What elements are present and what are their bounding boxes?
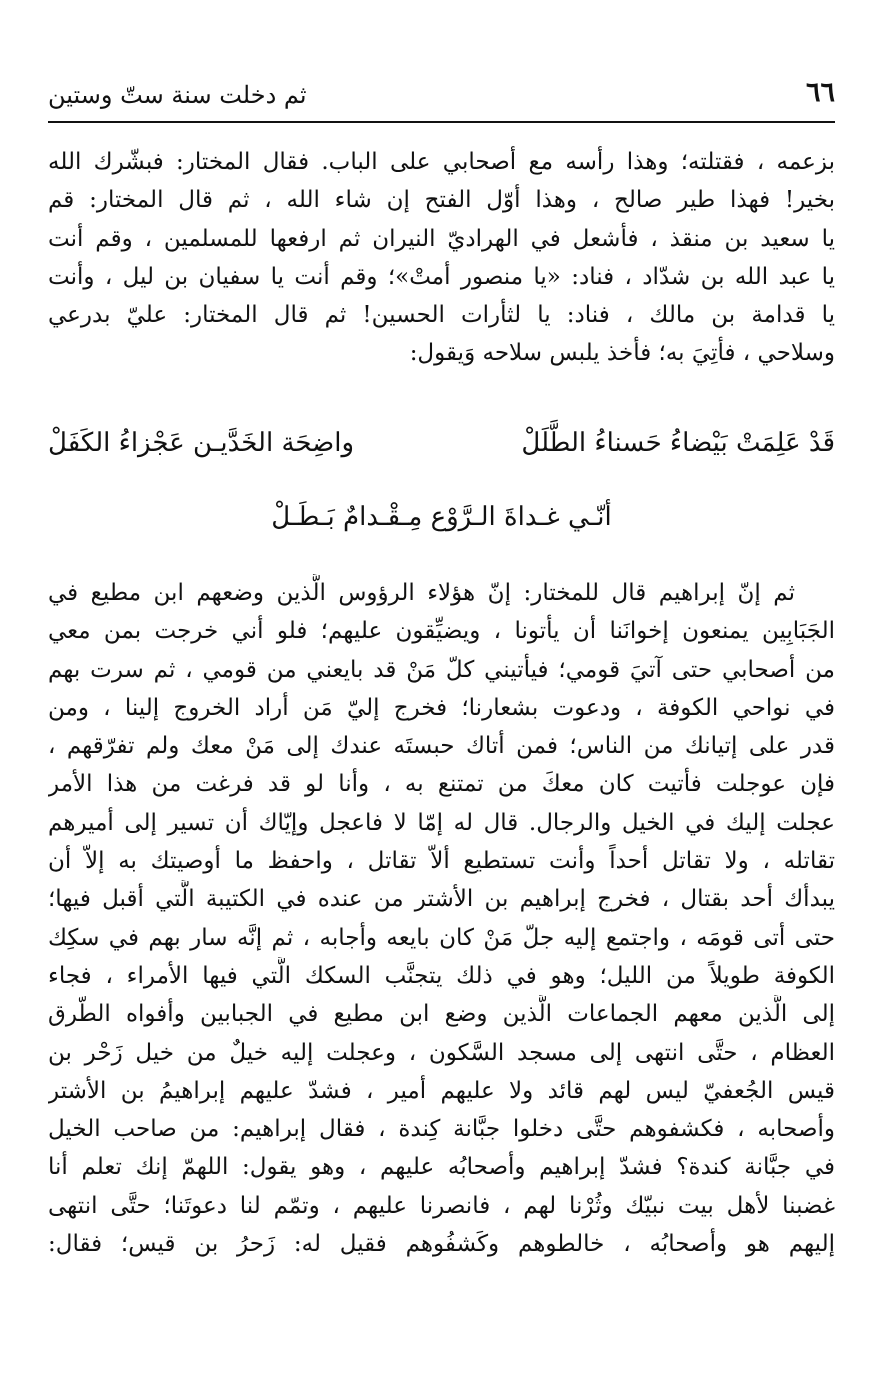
verse-1-second-hemistich: واضِحَة الخَدَّيـن عَجْزاءُ الكَفَلْ [48,428,355,458]
text-line: إليهم هو وأصحابُه ، خالطوهم وكَشفُوهم فقيل له: زَحرُ بن قيس؛ فقال: [48,1231,835,1258]
running-title: ثم دخلت سنة ستّ وستين [48,81,307,109]
header-rule [48,121,835,123]
text-line: وأصحابه ، فكشفوهم حتَّى دخلوا جبَّانة كِندة ، فقال إبراهيم: من صاحب الخيل [48,1116,835,1143]
poem [48,418,835,556]
text-line: في نواحي الكوفة ، ودعوت بشعارنا؛ فخرج إليّ مَن أراد الخروج إلينا ، ومن [48,694,835,721]
text-line: عجلت إليك في الخيل والرجال. قال له إمّا لا فاعجل وإيّاك أن تسير إلى أميرهم [48,809,835,836]
text-line: قدر على إتيانك من الناس؛ فمن أتاك حبستَه عندك إلى مَنْ معك ولم تفرّقهم ، [48,733,835,760]
text-line: وسلاحي ، فأتِيَ به؛ فأخذ يلبس سلاحه وَيقول: [409,340,835,367]
paragraph-2 [48,574,835,1263]
text-line: يا سعيد بن منقذ ، فأشعل في الهراديّ النيران ثم ارفعها للمسلمين ، وقم أنت [48,225,835,252]
text-line: يا عبد الله بن شدّاد ، فناد: «يا منصور أمتْ»؛ وقم أنت يا سفيان بن ليل ، وأنت [48,263,835,290]
text-line: بخير! فهذا طير صالح ، وهذا أوّل الفتح إن شاء الله ، ثم قال المختار: قم [48,187,835,214]
paragraph-1 [48,143,835,373]
text-line: بزعمه ، فقتلته؛ وهذا رأسه مع أصحابي على الباب. فقال المختار: فبشّرك الله [48,149,835,175]
verse-1-first-hemistich: قَدْ عَلِمَتْ بَيْضاءُ حَسناءُ الطَّلَلْ [521,428,835,458]
text-line: تقاتله ، ولا تقاتل أحداً وأنت تستطيع ألاّ تقاتل ، واحفظ ما أوصيتك به إلاّ أن [48,848,835,875]
text-line: فإن عوجلت فأتيت كان معكَ من تمتنع به ، وأنا لو قد فرغت من هذا الأمر [48,771,835,798]
text-line: في جبَّانة كندة؟ فشدّ إبراهيم وأصحابُه عليهم ، وهو يقول: اللهمّ إنك تعلم أنا [48,1154,835,1181]
text-line: الجَبَابِين يمنعون إخوانَنا أن يأتونا ، ويضيِّقون عليهم؛ فلو أني خرجت بمن معي [48,618,835,645]
page-header [48,76,835,116]
text-line: غضبنا لأهل بيت نبيّك وثُرْنا لهم ، فانصرنا عليهم ، وتمّم لنا دعوتَنا؛ حتَّى انتهى [48,1192,835,1219]
text-line: العظام ، حتَّى انتهى إلى مسجد السَّكون ، وعجلت إليه خيلٌ من خيل زَحْر بن [48,1039,835,1066]
verse-2-text: أنّـي غـداةَ الـرَّوْع مِـقْـدامٌ بَـطَـلْ [271,502,612,532]
text-line: حتى أتى قومَه ، واجتمع إليه جلّ مَنْ كان بايعه وأجابه ، ثم إنَّه سار بهم في سكِك [48,924,835,951]
text-line: الكوفة طويلاً من الليل؛ وهو في ذلك يتجنَّب السكك الَّتي فيها الأمراء ، فجاء [48,962,835,989]
verse-2 [48,492,835,556]
page-number: ٦٦ [805,77,835,108]
text-line: قيس الجُعفيّ ليس لهم قائد ولا عليهم أمير ، فشدّ عليهم إبراهيمُ بن الأشتر [48,1077,835,1104]
text-line: من أصحابي حتى آتيَ قومي؛ فيأتيني كلّ مَنْ قد بايعني من قومي ، ثم سرت بهم [48,656,835,683]
text-line: إلى الَّذين معهم الجماعات الَّذين وضع ابن مطيع في الجبابين وأفواه الطّرق [48,1001,835,1028]
verse-1 [48,418,835,482]
text-line: ثم إنّ إبراهيم قال للمختار: إنّ هؤلاء الرؤوس الَّذين وضعهم ابن مطيع في [48,580,795,606]
text-line: يبدأك أحد بقتال ، فخرج إبراهيم بن الأشتر من عنده في الكتيبة الَّتي أقبل فيها؛ [48,886,835,913]
text-line: يا قدامة بن مالك ، فناد: يا لثأرات الحسين! ثم قال المختار: عليّ بدرعي [48,302,835,329]
